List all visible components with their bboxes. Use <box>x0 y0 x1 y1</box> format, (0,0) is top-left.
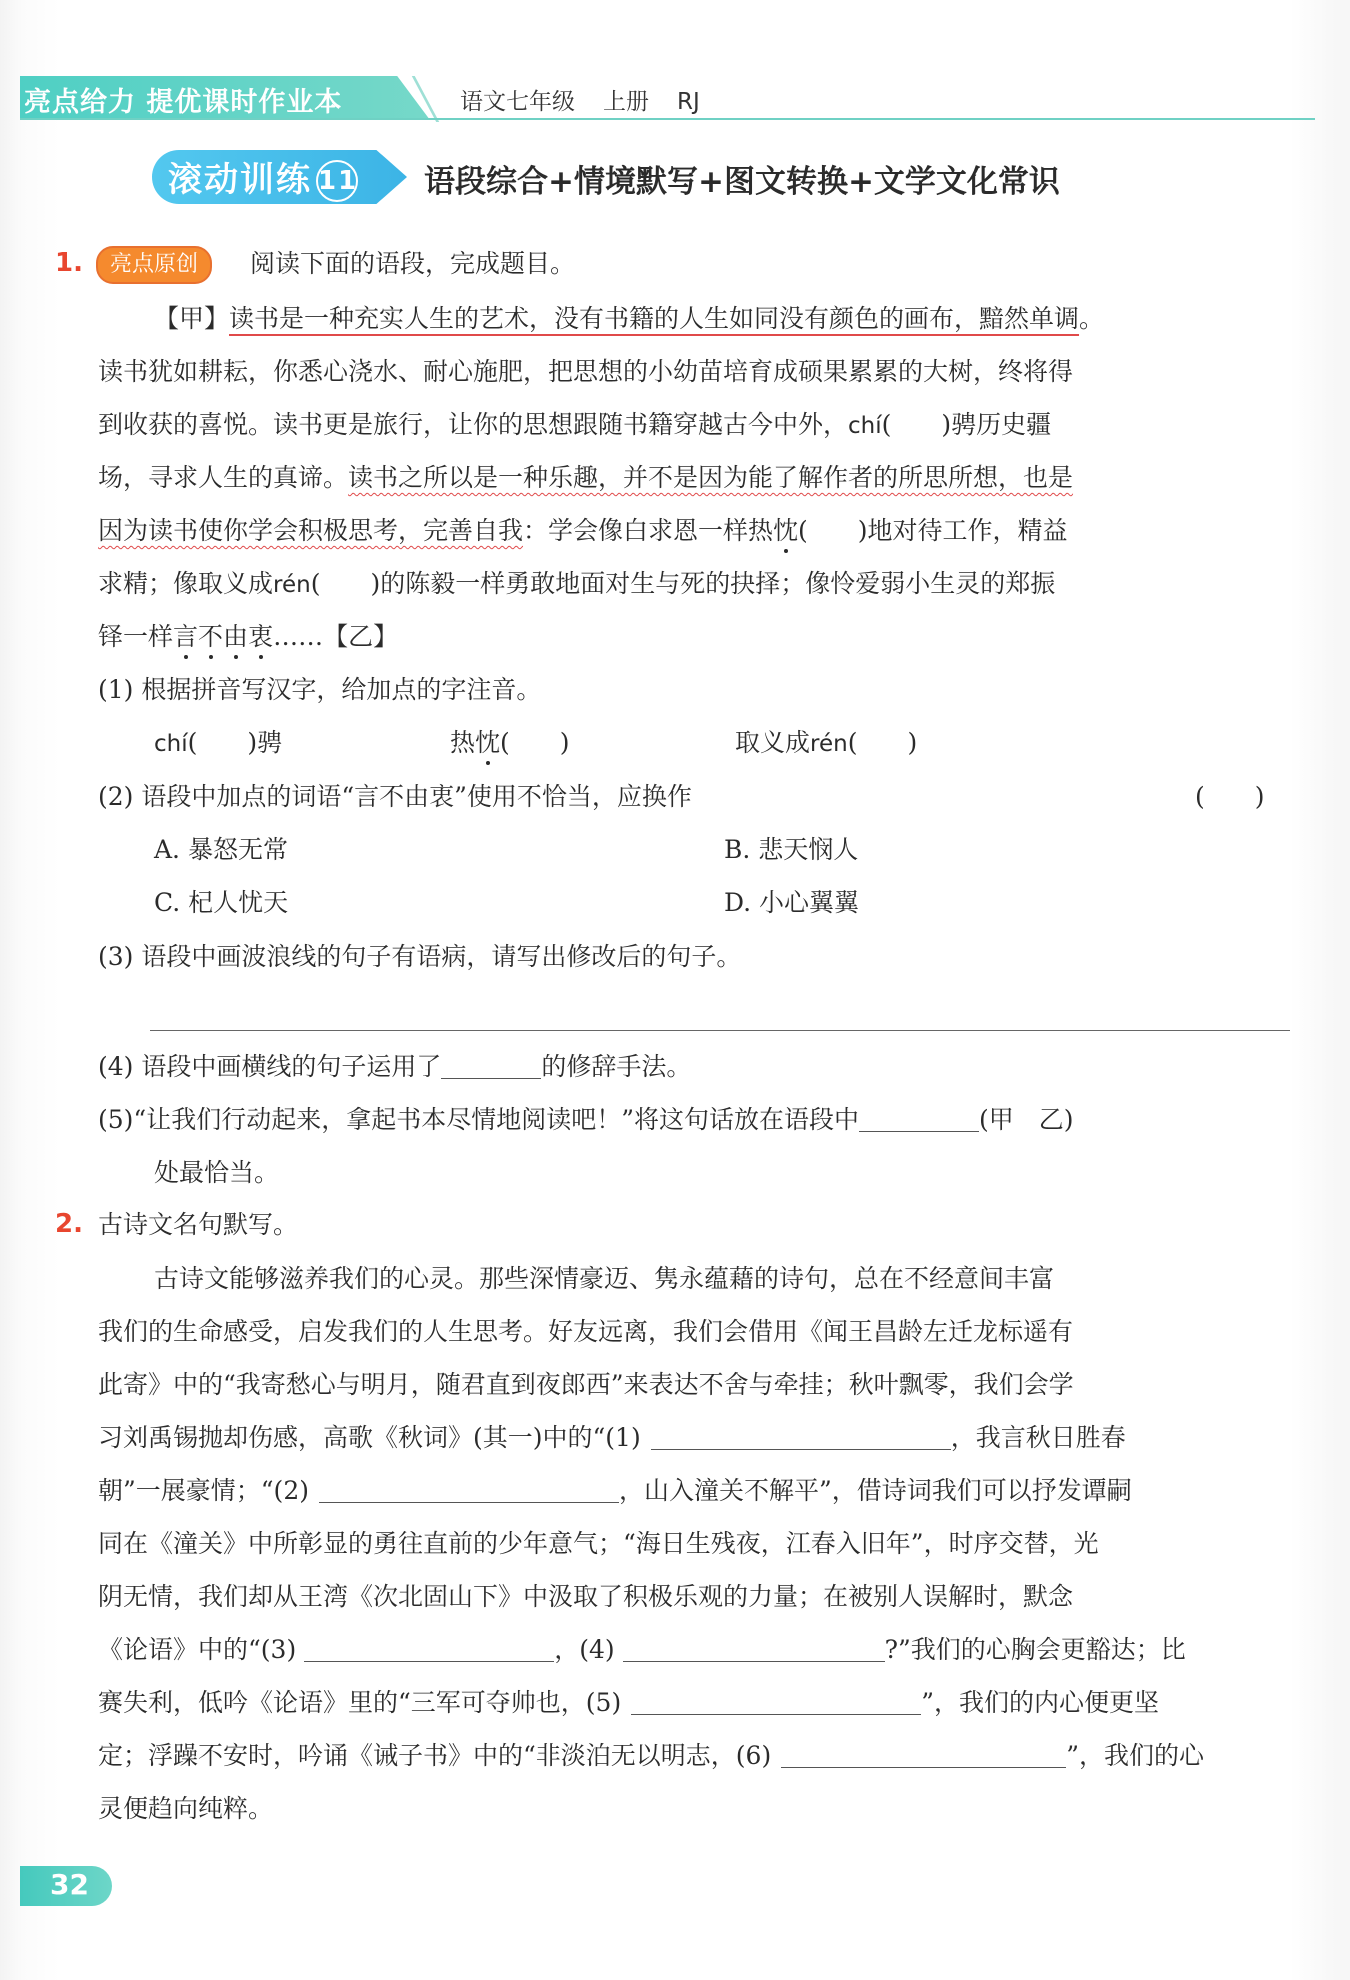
option-a[interactable]: A. 暴怒无常 <box>154 835 288 864</box>
header-subject: 语文七年级 <box>460 89 575 115</box>
q2-line-4-text: 习刘禹锡抛却伤感，高歌《秋词》(其一)中的“(1) <box>98 1423 641 1452</box>
sub1-item-b <box>450 726 570 760</box>
wavy-sentence-part-1: 读书之所以是一种乐趣，并不是因为能了解作者的所思所想，也是 <box>348 463 1074 492</box>
blank-2[interactable] <box>319 1476 619 1503</box>
section-badge-label <box>168 152 358 202</box>
dotted-char-0: 言 <box>173 622 199 651</box>
sub1-pinyin-ren: rén <box>810 731 848 757</box>
q2-line-7: 阴无情，我们却从王湾《次北固山下》中汲取了积极乐观的力量；在被别人误解时，默念 <box>98 1582 1074 1611</box>
passage-line-5-text: ：学会像白求恩一样热 <box>523 516 774 545</box>
passage-line-4-text: 场，寻求人生的真谛。 <box>98 463 349 492</box>
question-2-prompt: 古诗文名句默写。 <box>98 1210 299 1239</box>
passage-jia-mark: 【甲】 <box>154 304 230 333</box>
sub4-text-b: 的修辞手法。 <box>541 1052 692 1081</box>
q2-line-6: 同在《潼关》中所彰显的勇往直前的少年意气；“海日生残夜，江春入旧年”，时序交替，光 <box>98 1529 1099 1558</box>
q2-line-9-rest: ”，我们的内心便更坚 <box>921 1688 1159 1717</box>
sub5-options: (甲 乙) <box>978 1105 1074 1134</box>
sub1-word-c: 取义成 <box>735 728 811 757</box>
q2-line-3: 此寄》中的“我寄愁心与明月，随君直到夜郎西”来表达不舍与牵挂；秋叶飘零，我们会学 <box>98 1370 1074 1399</box>
question-1-prompt: 阅读下面的语段，完成题目。 <box>250 249 576 278</box>
sub1-blank-b[interactable]: ( ) <box>500 728 570 757</box>
header-edition: RJ <box>677 89 700 115</box>
sub4-text-a: (4) 语段中画横线的句子运用了 <box>98 1052 442 1081</box>
header-volume: 上册 <box>603 89 649 115</box>
q2-line-4-rest: ，我言秋日胜春 <box>950 1423 1126 1452</box>
dotted-char-2: 由 <box>223 622 249 651</box>
option-d[interactable]: D. 小心翼翼 <box>724 888 860 917</box>
q2-line-5 <box>98 1474 1132 1508</box>
passage-line-5 <box>98 514 1068 548</box>
sub-question-3: (3) 语段中画波浪线的句子有语病，请写出修改后的句子。 <box>98 942 742 971</box>
header-rule <box>20 118 1315 120</box>
passage-line-1-end: 。 <box>1079 304 1105 333</box>
blank-6[interactable] <box>781 1741 1066 1768</box>
option-b[interactable]: B. 悲天悯人 <box>724 835 859 864</box>
original-tag: 亮点原创 <box>96 246 212 284</box>
option-c[interactable]: C. 杞人忧天 <box>154 888 289 917</box>
passage-line-3-text: 到收获的喜悦。读书更是旅行，让你的思想跟随书籍穿越古今中外， <box>98 410 849 439</box>
sub-question-5 <box>98 1103 1074 1137</box>
sub1-blank-c[interactable]: ( ) <box>847 728 918 757</box>
blank-1[interactable] <box>651 1423 951 1450</box>
q2-line-11: 灵便趋向纯粹。 <box>98 1794 274 1823</box>
passage-line-7 <box>98 620 398 654</box>
q2-line-9-text: 赛失利，低吟《论语》里的“三军可夺帅也，(5) <box>98 1688 622 1717</box>
q2-line-10-rest: ”，我们的心 <box>1066 1741 1204 1770</box>
sub4-blank[interactable] <box>441 1052 541 1079</box>
sub1-item-a <box>154 726 282 761</box>
passage-line-6 <box>98 567 1055 602</box>
sub1-item-c <box>735 726 917 761</box>
blank-4[interactable] <box>623 1635 885 1662</box>
wavy-sentence-part-2: 因为读书使你学会积极思考，完善自我 <box>98 516 524 545</box>
q2-line-1: 古诗文能够滋养我们的心灵。那些深情豪迈、隽永蕴藉的诗句，总在不经意间丰富 <box>154 1264 1055 1293</box>
question-1-number: 1. <box>55 248 83 278</box>
q2-line-2: 我们的生命感受，启发我们的人生思考。好友远离，我们会借用《闻王昌龄左迁龙标遥有 <box>98 1317 1074 1346</box>
q2-line-8-rest: ?”我们的心胸会更豁达；比 <box>884 1635 1186 1664</box>
sub1-dotted-chen: 忱 <box>475 728 501 757</box>
passage-line-4 <box>98 461 1073 495</box>
blank-3[interactable] <box>304 1635 554 1662</box>
page-number: 32 <box>50 1868 89 1901</box>
passage-line-6-text: 求精；像取义成 <box>98 569 274 598</box>
q2-line-8 <box>98 1633 1186 1667</box>
dotted-char-chen: 忱 <box>773 516 799 545</box>
section-title: 语段综合+情境默写+图文转换+文学文化常识 <box>424 164 1060 200</box>
passage-line-1 <box>154 302 1104 336</box>
passage-line-3 <box>98 408 1051 443</box>
sub-question-1: (1) 根据拼音写汉字，给加点的字注音。 <box>98 675 542 704</box>
answer-bracket[interactable]: ( ) <box>1195 782 1265 811</box>
header-brand: 亮点给力 提优课时作业本 <box>24 87 343 118</box>
pinyin-ren: rén <box>273 572 311 598</box>
q2-line-10 <box>98 1739 1204 1773</box>
sub5-text-a: (5)“让我们行动起来，拿起书本尽情地阅读吧！”将这句话放在语段中 <box>98 1105 859 1134</box>
passage-line-2: 读书犹如耕耘，你悉心浇水、耐心施肥，把思想的小幼苗培育成硕果累累的大树，终将得 <box>98 357 1074 386</box>
q2-line-8-text: 《论语》中的“(3) <box>98 1635 297 1664</box>
q2-line-4 <box>98 1421 1126 1455</box>
sub5-blank[interactable] <box>859 1105 979 1132</box>
passage-line-7-text: 铎一样 <box>98 622 174 651</box>
header-meta <box>460 83 728 116</box>
section-number: 11 <box>316 160 358 202</box>
sub-question-4 <box>98 1050 691 1084</box>
passage-line-6-rest: ( )的陈毅一样勇敢地面对生与死的抉择；像怜爱弱小生灵的郑振 <box>310 569 1056 598</box>
passage-line-5-rest: ( )地对待工作，精益 <box>798 516 1068 545</box>
sub-question-2: (2) 语段中加点的词语“言不由衷”使用不恰当，应换作 <box>98 782 692 811</box>
q2-line-9 <box>98 1686 1159 1720</box>
pinyin-chi: chí <box>848 413 882 439</box>
question-2-number: 2. <box>55 1209 83 1239</box>
dotted-char-1: 不 <box>198 622 224 651</box>
passage-line-3-rest: ( )骋历史疆 <box>881 410 1052 439</box>
answer-line[interactable] <box>150 1030 1290 1031</box>
sub1-blank-a[interactable]: ( )骋 <box>187 728 283 757</box>
underlined-sentence: 读书是一种充实人生的艺术，没有书籍的人生如同没有颜色的画布，黯然单调 <box>229 304 1080 333</box>
passage-line-7-rest: ……【乙】 <box>273 622 399 651</box>
section-badge-text: 滚动训练 <box>168 160 312 200</box>
dotted-phrase <box>173 622 273 651</box>
blank-5[interactable] <box>631 1688 921 1715</box>
q2-line-8-mid: ，(4) <box>554 1635 615 1664</box>
dotted-char-3: 衷 <box>248 622 274 651</box>
sub-question-5-end: 处最恰当。 <box>154 1158 280 1187</box>
sub1-word-b: 热 <box>450 728 476 757</box>
q2-line-10-text: 定；浮躁不安时，吟诵《诫子书》中的“非淡泊无以明志，(6) <box>98 1741 772 1770</box>
q2-line-5-rest: ，山入潼关不解平”，借诗词我们可以抒发谭嗣 <box>618 1476 1132 1505</box>
sub1-pinyin-chi: chí <box>154 731 188 757</box>
q2-line-5-text: 朝”一展豪情；“(2) <box>98 1476 309 1505</box>
